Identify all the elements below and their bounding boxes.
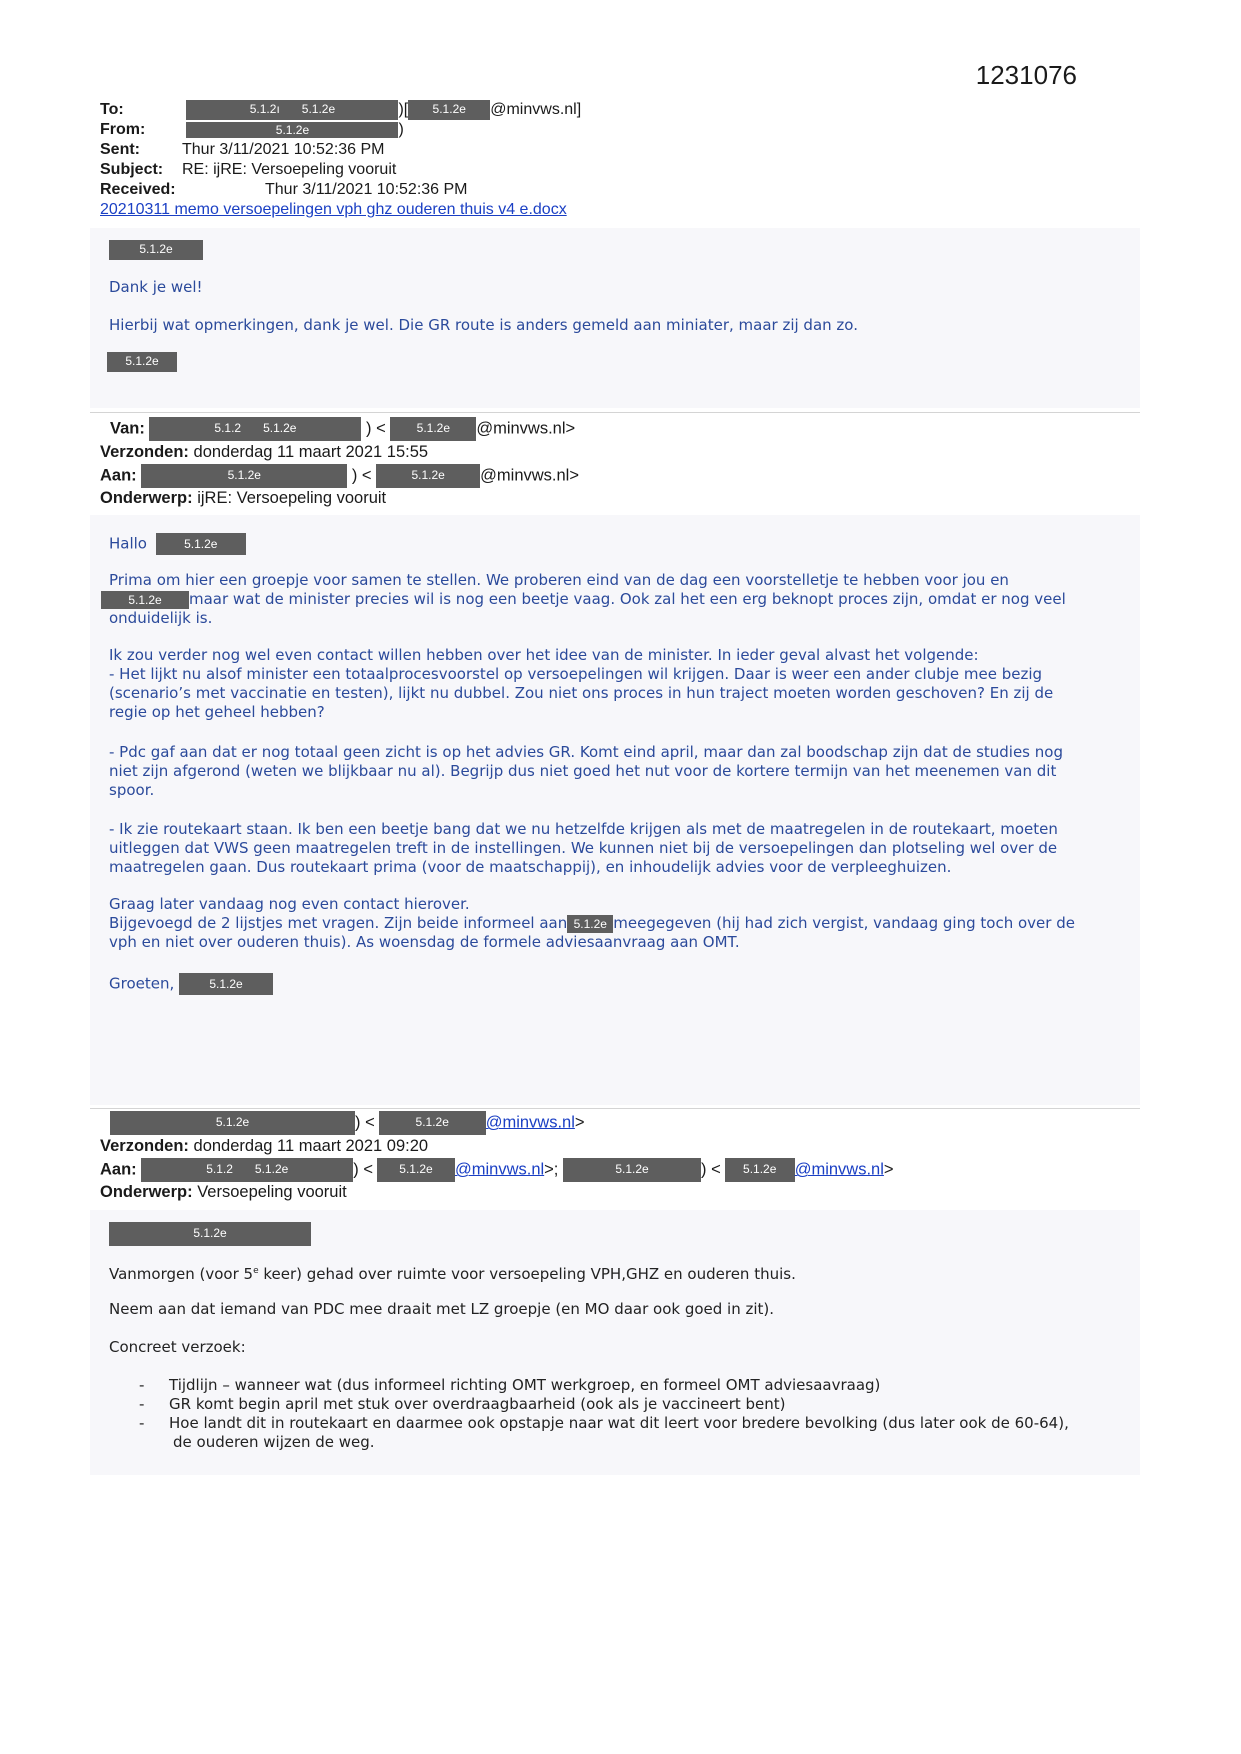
redaction-code: 5.1.2e: [301, 102, 336, 116]
onderwerp-label: Onderwerp:: [100, 1183, 193, 1201]
email-link[interactable]: @minvws.nl: [794, 1160, 884, 1179]
redaction-block: [379, 1111, 486, 1135]
aan-label: Aan:: [100, 1160, 137, 1179]
email3-verzonden-row: [100, 1135, 428, 1158]
redaction-block: [563, 1158, 701, 1182]
redaction-block: [179, 973, 273, 995]
received-value: Thur 3/11/2021 10:52:36 PM: [265, 181, 468, 198]
redaction-code: 5.1.2ı: [249, 102, 280, 116]
redaction-block: [101, 591, 189, 609]
to-label: To:: [100, 101, 124, 119]
attachment-link[interactable]: 20210311 memo versoepelingen vph ghz ouderen thuis v4 e.docx: [100, 201, 567, 218]
paragraph-2: [109, 646, 1119, 722]
aan-separator: ) <: [347, 466, 377, 485]
onderwerp-value: Versoepeling vooruit: [197, 1183, 347, 1201]
redaction-block: [377, 1158, 455, 1182]
redaction-code: 5.1.2e: [411, 468, 445, 482]
redaction-code: 5.1.2e: [615, 1162, 649, 1176]
request-list: [109, 1376, 1139, 1452]
redaction-code: 5.1.2e: [399, 1162, 433, 1176]
redaction-block: [107, 352, 177, 372]
paragraph-line: spoor.: [109, 781, 155, 799]
redaction-code: 5.1.2e: [193, 1226, 227, 1240]
email3-van-row: [110, 1111, 585, 1135]
superscript: e: [253, 1266, 259, 1276]
paragraph-line: niet zijn afgerond (weten we blijkbaar nu al). Begrijp dus niet goed het nut voor de kortere termijn van het meenemen van dit: [109, 762, 1057, 780]
redaction-code: 5.1.2e: [416, 421, 451, 435]
text-fragment: keer) gehad over ruimte voor versoepeling VPH,GHZ en ouderen thuis.: [258, 1265, 796, 1283]
verzonden-value: donderdag 11 maart 2021 09:20: [193, 1137, 429, 1155]
redaction-code: 5.1.2e: [743, 1162, 777, 1176]
bracket-close: >: [574, 1113, 585, 1132]
aan-email-suffix: @minvws.nl>: [480, 466, 579, 485]
redaction-code: 5.1.2e: [415, 1115, 449, 1129]
received-label: Received:: [100, 181, 176, 198]
redaction-code: 5.1.2e: [254, 1162, 289, 1176]
redaction-code: 5.1.2e: [128, 592, 162, 607]
aan-label: Aan:: [100, 466, 137, 485]
sent-label: Sent:: [100, 141, 140, 158]
list-item: - Tijdlijn – wanneer wat (dus informeel richting OMT werkgroep, en formeel OMT adviesaavraag): [109, 1376, 1139, 1395]
paragraph-line: - Ik zie routekaart staan. Ik ben een beetje bang dat we nu hetzelfde krijgen als met de maatregelen in de routekaart, moeten: [109, 820, 1058, 838]
redaction-code: 5.1.2e: [263, 421, 297, 435]
text-fragment: Hoe landt dit in routekaart en daarmee ook opstapje naar wat dit leert voor bredere bevolking (dus later ook de 60-64),: [169, 1414, 1069, 1432]
text-fragment: Vanmorgen (voor 5: [109, 1265, 254, 1283]
redaction-code: 5.1.2e: [139, 242, 173, 256]
outer-header-from: [100, 120, 404, 140]
list-item: - GR komt begin april met stuk over overdraagbaarheid (ook als je vaccineert bent): [109, 1395, 1139, 1414]
paragraph-line: meegegeven (hij had zich vergist, vandaag ging toch over de: [613, 914, 1075, 932]
paragraph-3: [109, 743, 1119, 800]
email2-aan-row: [100, 464, 579, 488]
redaction-code: 5.1.2e: [209, 977, 243, 991]
paragraph-line: Ik zou verder nog wel even contact willen hebben over het idee van de minister. In ieder geval alvast het volgende:: [109, 646, 979, 664]
onderwerp-value: ijRE: Versoepeling vooruit: [197, 489, 387, 507]
paragraph-line: (scenario’s met vaccinatie en testen), lijkt nu dubbel. Zou niet ons proces in hun traject moeten worden geschoven? En zij de: [109, 684, 1054, 702]
onderwerp-label: Onderwerp:: [100, 489, 193, 507]
paragraph-line: onduidelijk is.: [109, 609, 213, 627]
redaction-block: [408, 100, 490, 120]
reply-block: [90, 228, 1140, 408]
redaction-block: [149, 417, 361, 441]
email3-line-3: Concreet verzoek:: [109, 1338, 246, 1356]
closing: Groeten,: [109, 974, 175, 993]
van-label: Van:: [110, 419, 145, 438]
outer-header-received: [100, 180, 468, 200]
paragraph-4: [109, 820, 1119, 877]
redaction-block: [376, 464, 480, 488]
paragraph-line: vph en niet over ouderen thuis). As woensdag de formele adviesaanvraag aan OMT.: [109, 933, 740, 951]
redaction-code: 5.1.2e: [573, 916, 607, 931]
recipient-separator: >;: [544, 1160, 559, 1179]
to-separator: )[: [398, 101, 409, 119]
redaction-block: [390, 417, 476, 441]
separator-line: [90, 1108, 1140, 1109]
redaction-block: [186, 100, 398, 120]
bracket-close: >: [883, 1160, 894, 1179]
van-separator: ) <: [355, 1113, 375, 1132]
email-link[interactable]: @minvws.nl: [485, 1113, 575, 1132]
verzonden-label: Verzonden:: [100, 443, 189, 461]
paragraph-line: Graag later vandaag nog even contact hierover.: [109, 895, 470, 913]
redaction-block: [725, 1158, 795, 1182]
subject-label: Subject:: [100, 161, 164, 178]
closing-row: [109, 973, 273, 995]
redaction-block: [141, 1158, 353, 1182]
email2-van-row: [110, 417, 575, 441]
paragraph-line: - Pdc gaf aan dat er nog totaal geen zicht is op het advies GR. Komt eind april, maar dan zal boodschap zijn dat de studies nog: [109, 743, 1063, 761]
outer-header-subject: [100, 160, 396, 180]
sent-value: Thur 3/11/2021 10:52:36 PM: [182, 141, 385, 158]
paragraph-line: uitleggen dat VWS geen maatregelen treft in de instellingen. We kunnen niet bij de versoepelingen dan plotseling wel over de: [109, 839, 1058, 857]
redaction-block: [156, 533, 246, 555]
redaction-code: 5.1.2e: [275, 122, 310, 137]
redaction-block: [110, 1111, 355, 1135]
email3-body: [90, 1210, 1140, 1475]
redaction-code: 5.1.2: [206, 1162, 233, 1176]
redaction-block: [109, 1222, 311, 1246]
email3-line-2: Neem aan dat iemand van PDC mee draait met LZ groepje (en MO daar ook goed in zit).: [109, 1300, 775, 1318]
van-separator: ) <: [361, 419, 391, 438]
paragraph-line: regie op het geheel hebben?: [109, 703, 325, 721]
redaction-block: [141, 464, 347, 488]
email3-onderwerp-row: [100, 1181, 347, 1204]
reply-line-remarks: Hierbij wat opmerkingen, dank je wel. Die GR route is anders gemeld aan miniater, maar zij dan zo.: [109, 316, 858, 334]
list-item: [109, 1414, 1139, 1452]
redaction-code: 5.1.2e: [227, 468, 261, 482]
paragraph-line: - Het lijkt nu alsof minister een totaalprocesvoorstel op versoepelingen wil krijgen. Daar is weer een ander clubje mee bezig: [109, 665, 1043, 683]
verzonden-value: donderdag 11 maart 2021 15:55: [193, 443, 429, 461]
paragraph-5: [109, 895, 1139, 952]
paragraph-line: Bijgevoegd de 2 lijstjes met vragen. Zijn beide informeel aan: [109, 914, 568, 932]
email2-body: [90, 515, 1140, 1105]
email2-verzonden-row: [100, 441, 428, 464]
outer-header-sent: [100, 140, 385, 160]
subject-value: RE: ijRE: Versoepeling vooruit: [182, 161, 397, 178]
redaction-block: [186, 122, 398, 138]
paragraph-line: Prima om hier een groepje voor samen te stellen. We proberen eind van de dag een voorstelletje te hebben voor jou en: [109, 571, 1009, 589]
van-email-suffix: @minvws.nl>: [476, 419, 576, 438]
redaction-code: 5.1.2e: [432, 102, 466, 116]
redaction-block: [109, 240, 203, 260]
aan-separator: ) <: [353, 1160, 373, 1179]
greeting: Hallo: [109, 534, 147, 553]
from-label: From:: [100, 121, 146, 138]
email-link[interactable]: @minvws.nl: [454, 1160, 545, 1179]
separator-line: [90, 412, 1140, 413]
from-suffix: ): [398, 121, 404, 138]
paragraph-line: maatregelen gaan. Dus routekaart prima (voor de maatschappij), en inhoudelijk advies voor de verpleeghuizen.: [109, 858, 952, 876]
email3-line-1: [109, 1262, 796, 1284]
verzonden-label: Verzonden:: [100, 1137, 189, 1155]
greeting-row: [109, 533, 246, 555]
to-email-suffix: @minvws.nl]: [490, 101, 582, 119]
paragraph-1: [109, 571, 1119, 628]
email2-onderwerp-row: [100, 487, 386, 510]
redaction-code: 5.1.2e: [215, 1115, 250, 1129]
redaction-block: [567, 915, 613, 933]
redaction-code: 5.1.2e: [184, 537, 218, 551]
outer-header-to: [100, 100, 581, 120]
redaction-code: 5.1.2: [214, 421, 242, 435]
email3-aan-row: [100, 1158, 894, 1182]
document-id: 1231076: [975, 60, 1077, 90]
aan-separator: ) <: [701, 1160, 721, 1179]
attachment-row: [100, 200, 567, 220]
redaction-code: 5.1.2e: [125, 354, 159, 368]
paragraph-line: maar wat de minister precies wil is nog een beetje vaag. Ook zal het een erg beknopt proces zijn, omdat er nog veel: [189, 590, 1066, 608]
text-fragment: de ouderen wijzen de weg.: [173, 1433, 375, 1451]
reply-line-thanks: Dank je wel!: [109, 278, 203, 296]
